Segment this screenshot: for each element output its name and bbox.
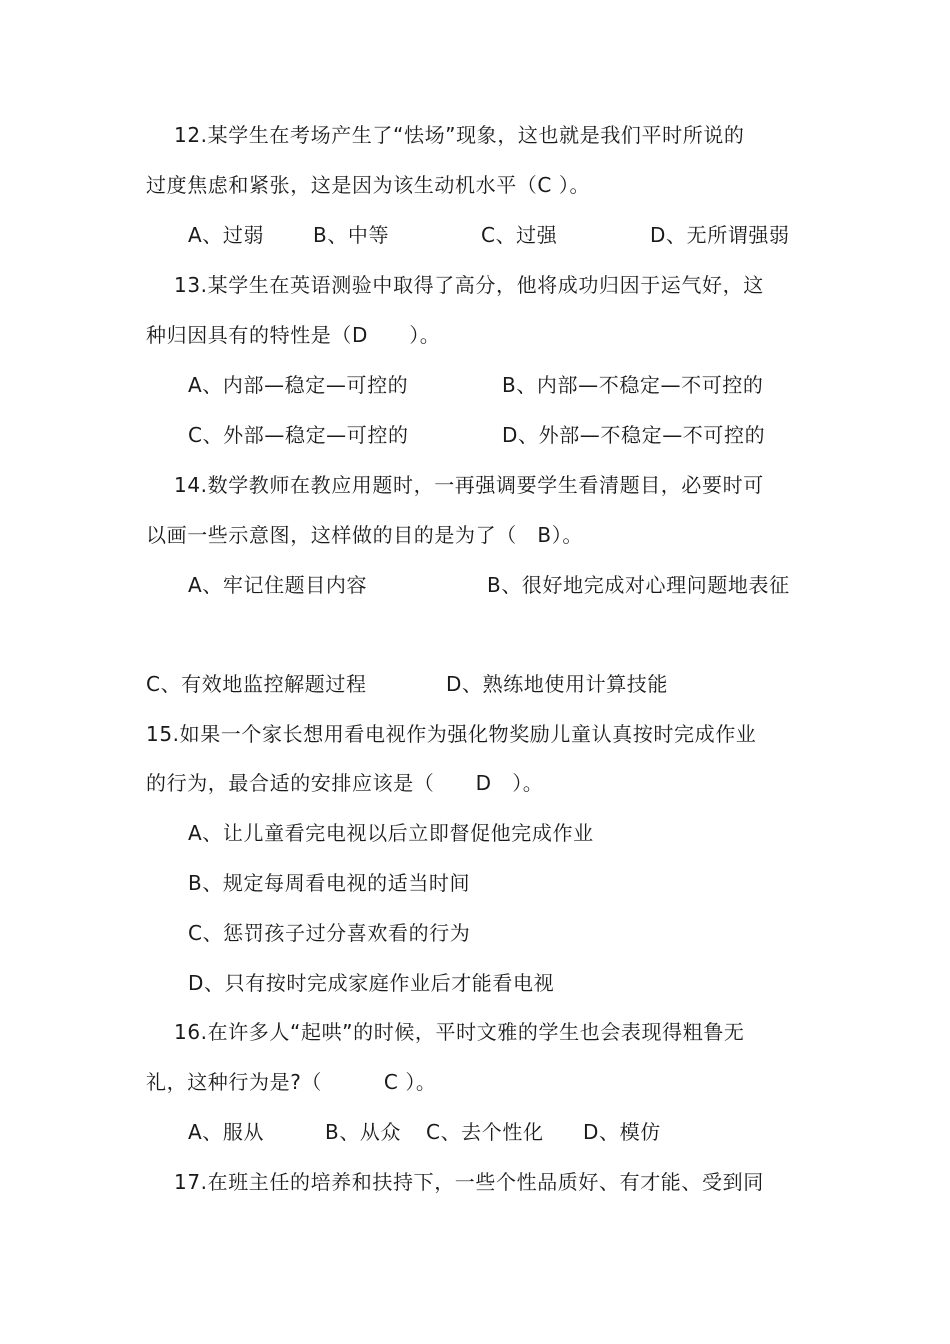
q15-option-a: A、让儿童看完电视以后立即督促他完成作业: [188, 821, 594, 845]
q12-option-d: D、无所谓强弱: [650, 223, 790, 247]
q15-stem-line1: 15.如果一个家长想用看电视作为强化物奖励儿童认真按时完成作业: [146, 722, 757, 746]
q13-option-c: C、外部—稳定—可控的: [188, 423, 409, 447]
q16-option-a: A、服从: [188, 1120, 265, 1144]
q13-stem-line1: 13.某学生在英语测验中取得了高分，他将成功归因于运气好，这: [174, 273, 764, 297]
q13-option-b: B、内部—不稳定—不可控的: [502, 373, 764, 397]
q16-stem-line2: 礼，这种行为是?（ C ）。: [146, 1070, 437, 1094]
q15-option-d: D、只有按时完成家庭作业后才能看电视: [188, 971, 555, 995]
q12-option-c: C、过强: [481, 223, 558, 247]
q13-option-a: A、内部—稳定—可控的: [188, 373, 409, 397]
q15-option-b: B、规定每周看电视的适当时间: [188, 871, 471, 895]
q14-option-c: C、有效地监控解题过程: [146, 672, 367, 696]
q16-option-b: B、从众: [325, 1120, 402, 1144]
q12-option-b: B、中等: [313, 223, 390, 247]
q15-option-c: C、惩罚孩子过分喜欢看的行为: [188, 921, 471, 945]
q15-stem-line2: 的行为，最合适的安排应该是（ D ）。: [146, 771, 544, 795]
q16-stem-line1: 16.在许多人“起哄”的时候，平时文雅的学生也会表现得粗鲁无: [174, 1020, 745, 1044]
q12-stem-line2: 过度焦虑和紧张，这是因为该生动机水平（C ）。: [146, 173, 591, 197]
q12-option-a: A、过弱: [188, 223, 265, 247]
q14-option-b: B、很好地完成对心理问题地表征: [487, 573, 790, 597]
q14-option-d: D、熟练地使用计算技能: [446, 672, 669, 696]
q13-option-d: D、外部—不稳定—不可控的: [502, 423, 766, 447]
q16-option-d: D、模仿: [583, 1120, 661, 1144]
q12-stem-line1: 12.某学生在考场产生了“怯场”现象，这也就是我们平时所说的: [174, 123, 745, 147]
q14-stem-line2: 以画一些示意图，这样做的目的是为了（ B）。: [146, 523, 583, 547]
q13-stem-line2: 种归因具有的特性是（D ）。: [146, 323, 441, 347]
q14-stem-line1: 14.数学教师在教应用题时，一再强调要学生看清题目，必要时可: [174, 473, 764, 497]
q14-option-a: A、牢记住题目内容: [188, 573, 368, 597]
q16-option-c: C、去个性化: [426, 1120, 544, 1144]
q17-stem-line1: 17.在班主任的培养和扶持下，一些个性品质好、有才能、受到同: [174, 1170, 764, 1194]
